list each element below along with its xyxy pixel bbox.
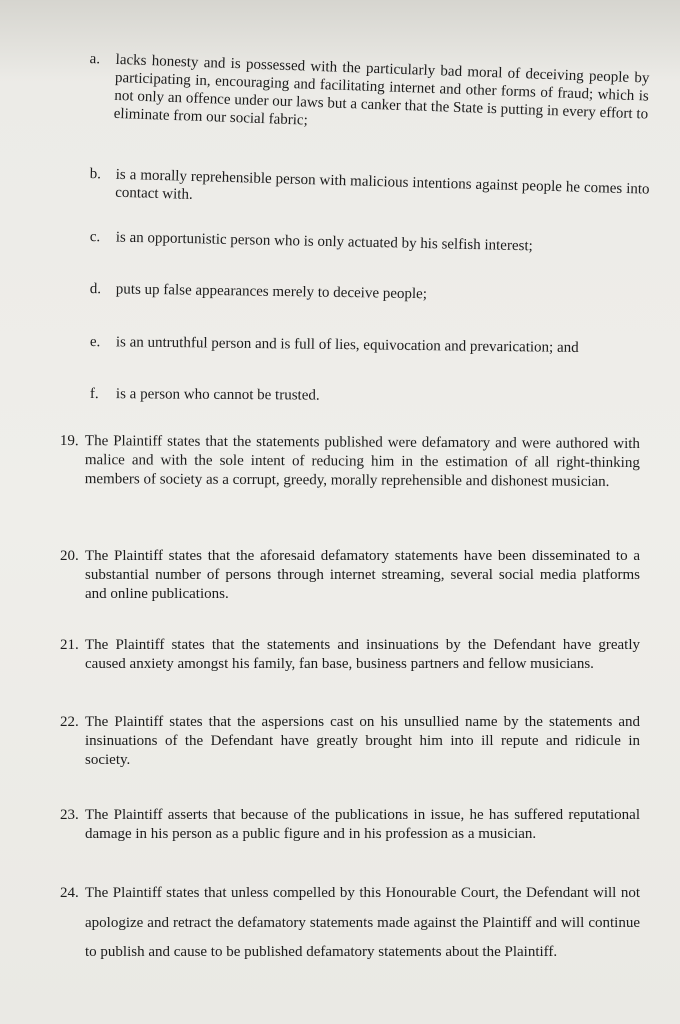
paragraph-number: 24. (60, 885, 79, 901)
list-item-label: b. (89, 165, 102, 183)
paragraph-text: The Plaintiff states that the aspersions cast on his unsullied name by the statements and insinuations of the Defendant have greatly brought him into ill repute and ridicule in society. (85, 714, 640, 768)
list-item-d (90, 280, 650, 307)
list-item-text: is an untruthful person and is full of lies, equivocation and prevarication; and (115, 334, 579, 356)
paragraph-text: The Plaintiff asserts that because of the publications in issue, he has suffered reputational damage in his person as a public figure and in his profession as a musician. (85, 807, 640, 842)
list-item-a (87, 50, 649, 141)
list-item-f (90, 385, 650, 407)
paragraph-19 (60, 432, 640, 492)
paragraph-number: 20. (60, 548, 79, 564)
paragraph-21 (60, 636, 640, 674)
list-item-label: e. (89, 333, 101, 351)
paragraph-number: 23. (60, 807, 79, 823)
paragraph-number: 22. (60, 714, 79, 730)
paragraph-text: The Plaintiff states that unless compelled by this Honourable Court, the Defendant will not apologize and retract the defamatory statements made against the Plaintiff and will continue to publish and cause to be published defamatory statements about the Plaintiff. (85, 885, 640, 960)
paragraph-number: 19. (59, 433, 79, 450)
paragraph-number: 21. (60, 637, 79, 653)
paragraph-24 (60, 879, 640, 968)
list-item-b (89, 165, 650, 217)
paragraph-22 (60, 713, 640, 770)
list-item-label: f. (89, 385, 99, 403)
list-item-text: lacks honesty and is possessed with the particularly bad moral of deceiving people by participating in, encouraging and facilitating internet and other forms of fraud; which is not only an offence under our laws but a canker that the State is putting in every effort to eliminate from our social fabric; (113, 51, 650, 129)
list-item-e (90, 333, 650, 358)
list-item-label: d. (89, 280, 102, 298)
list-item-c (90, 228, 650, 258)
paragraph-text: The Plaintiff states that the statements and insinuations by the Defendant have greatly caused anxiety amongst his family, fan base, business partners and fellow musicians. (85, 637, 640, 672)
paragraph-23 (60, 806, 640, 844)
list-item-label: a. (89, 50, 101, 68)
paragraph-20 (60, 547, 640, 604)
paragraph-text: The Plaintiff states that the statements published were defamatory and were authored with malice and with the sole intent of reducing him in the estimation of all right-thinking members of society as a corrupt, greedy, morally reprehensible and dishonest musician. (84, 433, 640, 490)
list-item-text: is a morally reprehensible person with malicious intentions against people he comes into contact with. (115, 166, 650, 203)
paragraph-text: The Plaintiff states that the aforesaid defamatory statements have been disseminated to a substantial number of persons through internet streaming, several social media platforms and online publications. (85, 548, 640, 602)
list-item-label: c. (89, 228, 101, 246)
list-item-text: is an opportunistic person who is only actuated by his selfish interest; (115, 229, 533, 255)
list-item-text: is a person who cannot be trusted. (115, 386, 320, 404)
list-item-text: puts up false appearances merely to deceive people; (115, 281, 428, 303)
